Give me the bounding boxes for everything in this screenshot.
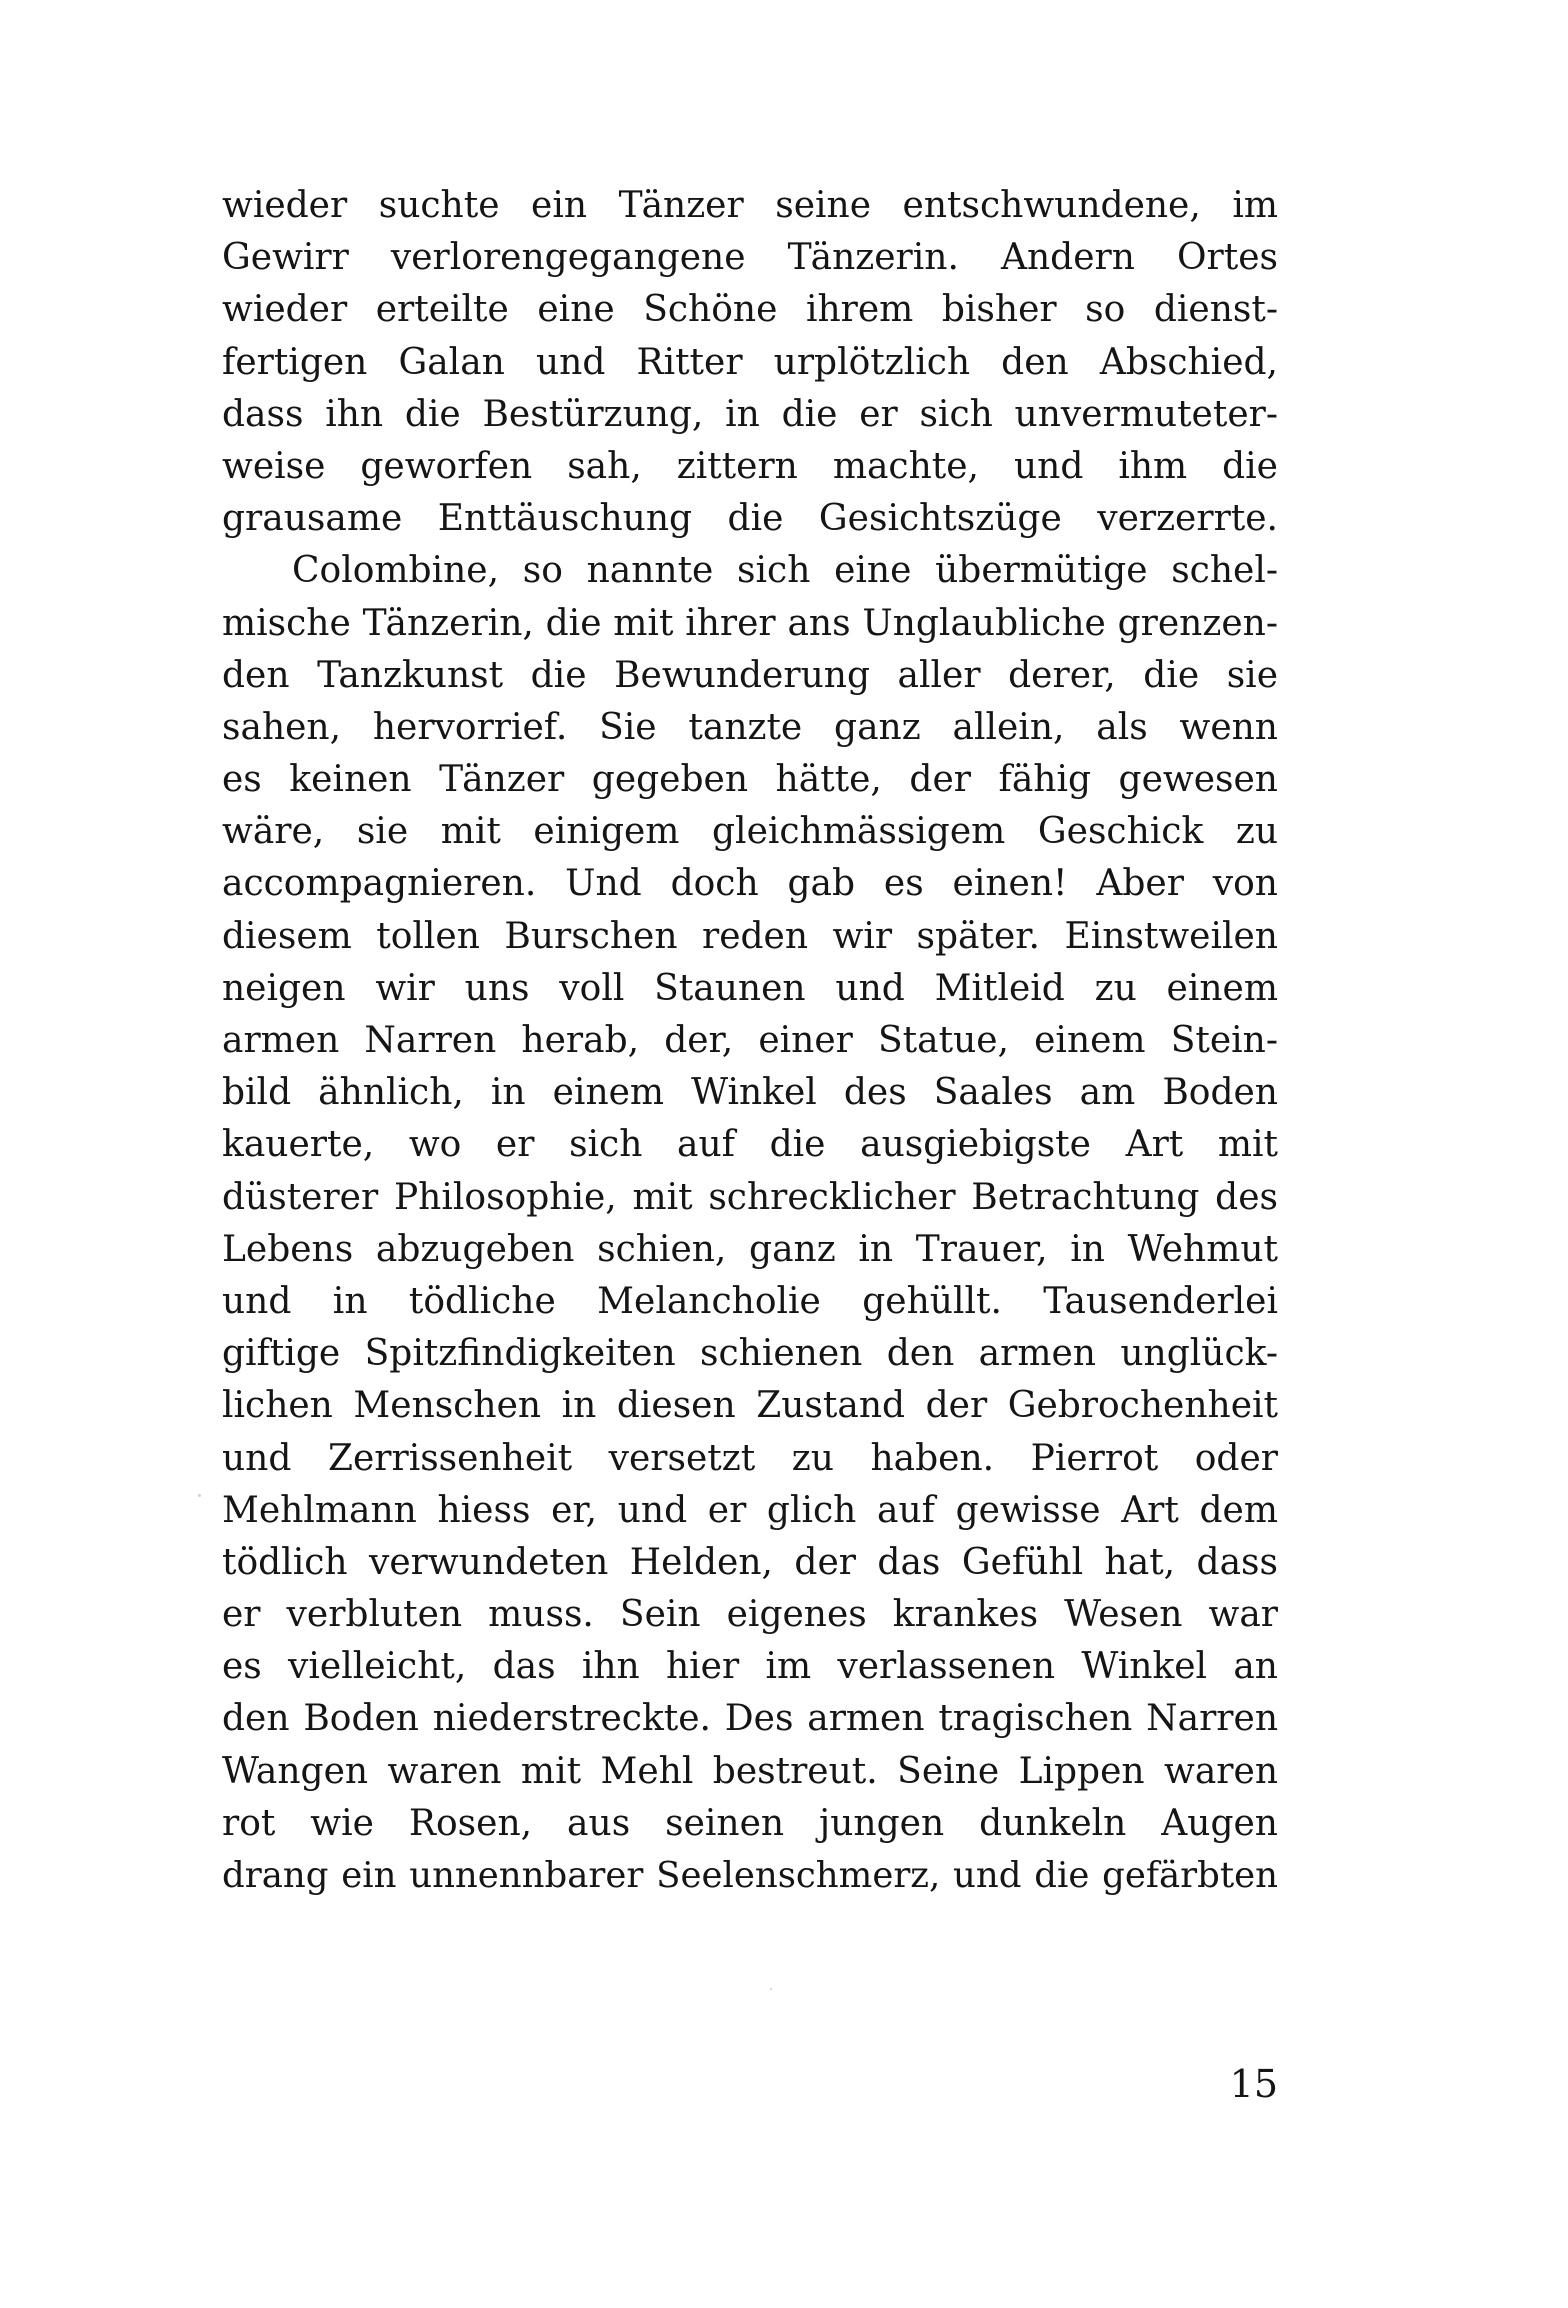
text-line: er verbluten muss. Sein eigenes krankes Wesen war: [222, 1594, 1278, 1636]
text-line: wäre, sie mit einigem gleichmässigem Geschick zu: [222, 811, 1278, 853]
text-line: mische Tänzerin, die mit ihrer ans Unglaubliche grenzen-: [222, 602, 1278, 644]
text-line: den Tanzkunst die Bewunderung aller derer, die sie: [222, 654, 1278, 696]
text-line: sahen, hervorrief. Sie tanzte ganz allein, als wenn: [222, 706, 1278, 748]
text-line: Lebens abzugeben schien, ganz in Trauer, in Wehmut: [222, 1228, 1278, 1270]
text-line: Wangen waren mit Mehl bestreut. Seine Lippen waren: [222, 1750, 1278, 1792]
text-line: wieder suchte ein Tänzer seine entschwundene, im: [222, 185, 1278, 226]
text-line: lichen Menschen in diesen Zustand der Gebrochenheit: [222, 1385, 1278, 1427]
text-line: kauerte, wo er sich auf die ausgiebigste Art mit: [222, 1124, 1278, 1166]
text-line: armen Narren herab, der, einer Statue, einem Stein-: [222, 1020, 1278, 1061]
text-line: diesem tollen Burschen reden wir später. Einstweilen: [222, 915, 1278, 957]
text-line: düsterer Philosophie, mit schrecklicher Betrachtung des: [222, 1176, 1278, 1218]
text-line: drang ein unnennbarer Seelenschmerz, und die gefärbten: [222, 1855, 1278, 1896]
paper-speck: [198, 1494, 201, 1497]
paper-speck: [770, 1988, 772, 1990]
text-line: und Zerrissenheit versetzt zu haben. Pierrot oder: [222, 1437, 1278, 1479]
text-line: tödlich verwundeten Helden, der das Gefühl hat, dass: [222, 1541, 1278, 1583]
text-line: bild ähnlich, in einem Winkel des Saales am Boden: [222, 1072, 1278, 1114]
text-line: weise geworfen sah, zittern machte, und ihm die: [222, 445, 1278, 487]
text-line: Mehlmann hiess er, und er glich auf gewisse Art dem: [222, 1489, 1278, 1531]
text-line: grausame Enttäuschung die Gesichtszüge verzerrte.: [222, 498, 1278, 540]
text-line: Gewirr verlorengegangene Tänzerin. Andern Ortes: [222, 237, 1278, 279]
text-line: es keinen Tänzer gegeben hätte, der fähig gewesen: [222, 759, 1278, 801]
text-line: dass ihn die Bestürzung, in die er sich unvermuteter-: [222, 393, 1278, 435]
text-line: fertigen Galan und Ritter urplötzlich den Abschied,: [222, 341, 1278, 383]
text-line: accompagnieren. Und doch gab es einen! Aber von: [222, 863, 1278, 905]
text-line: und in tödliche Melancholie gehüllt. Tausenderlei: [222, 1280, 1278, 1322]
paragraph-first-line: Colombine, so nannte sich eine übermütige schel-: [292, 550, 1278, 592]
text-line: rot wie Rosen, aus seinen jungen dunkeln Augen: [222, 1802, 1278, 1844]
text-line: wieder erteilte eine Schöne ihrem bisher so dienst-: [222, 289, 1278, 331]
text-line: es vielleicht, das ihn hier im verlassenen Winkel an: [222, 1646, 1278, 1688]
text-line: neigen wir uns voll Staunen und Mitleid zu einem: [222, 967, 1278, 1009]
text-line: giftige Spitzfindigkeiten schienen den armen unglück-: [222, 1333, 1278, 1375]
text-line: den Boden niederstreckte. Des armen tragischen Narren: [222, 1698, 1278, 1740]
body-text: [222, 180, 1278, 1902]
page-number: 15: [1229, 2062, 1278, 2106]
